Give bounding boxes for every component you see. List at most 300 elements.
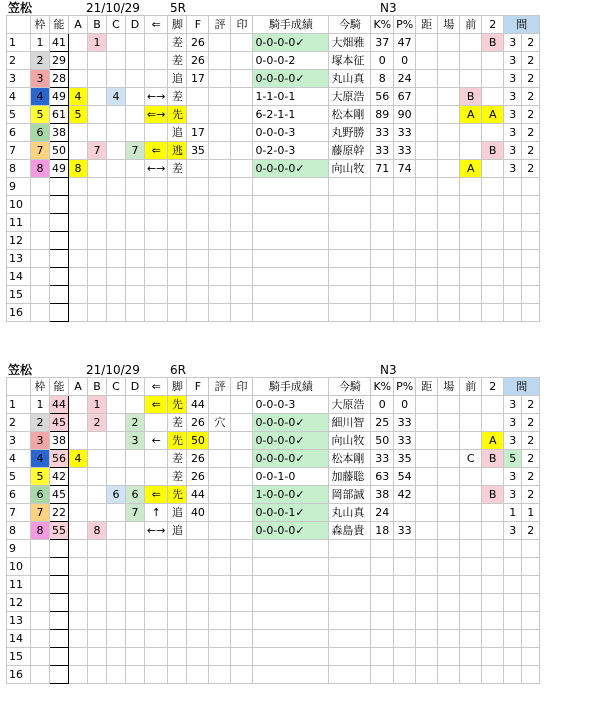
- row-number: 6: [7, 124, 31, 142]
- empty-cell: [416, 304, 438, 322]
- empty-cell: [126, 286, 145, 304]
- cell-two: A: [482, 106, 504, 124]
- empty-cell: [187, 630, 209, 648]
- empty-cell: [126, 178, 145, 196]
- cell-mae: A: [460, 160, 482, 178]
- empty-cell: [209, 612, 231, 630]
- cell-hyo: [209, 160, 231, 178]
- empty-cell: [168, 540, 187, 558]
- empty-cell: [187, 540, 209, 558]
- empty-cell: [69, 630, 88, 648]
- cell-hyo: [209, 52, 231, 70]
- cell-mae: [460, 124, 482, 142]
- cell-mae: [460, 522, 482, 540]
- table-row[interactable]: [7, 468, 540, 486]
- empty-cell: [522, 594, 540, 612]
- table-row[interactable]: [7, 124, 540, 142]
- race-header: [0, 0, 608, 16]
- cell-nou: 29: [50, 52, 69, 70]
- empty-cell: [145, 304, 168, 322]
- empty-cell: [50, 594, 69, 612]
- empty-cell: [107, 558, 126, 576]
- cell-b: [88, 504, 107, 522]
- empty-cell: [107, 304, 126, 322]
- empty-cell: [107, 232, 126, 250]
- empty-cell: [31, 250, 50, 268]
- empty-cell: [107, 250, 126, 268]
- cell-ashi: 逃: [168, 142, 187, 160]
- empty-cell: [253, 250, 329, 268]
- empty-cell: [88, 196, 107, 214]
- cell-rec: 6-2-1-1: [253, 106, 329, 124]
- empty-cell: [231, 232, 253, 250]
- cell-in: [231, 124, 253, 142]
- cell-f: 17: [187, 70, 209, 88]
- venue-title: 笠松: [8, 1, 33, 15]
- empty-cell: [438, 630, 460, 648]
- empty-cell: [253, 196, 329, 214]
- cell-jo: [438, 450, 460, 468]
- cell-nou: 38: [50, 124, 69, 142]
- col-header: B: [88, 378, 107, 396]
- empty-cell: [145, 630, 168, 648]
- cell-jockey: 藤原幹: [329, 142, 371, 160]
- col-header: ⇐: [145, 378, 168, 396]
- col-header: 距: [416, 16, 438, 34]
- cell-c: [107, 468, 126, 486]
- cell-d: [126, 124, 145, 142]
- col-header: F: [187, 378, 209, 396]
- table-row[interactable]: [7, 414, 540, 432]
- cell-two: [482, 52, 504, 70]
- cell-m1: 3: [504, 414, 522, 432]
- empty-cell: [329, 304, 371, 322]
- empty-row: [7, 214, 540, 232]
- cell-ashi: 先: [168, 432, 187, 450]
- cell-in: [231, 522, 253, 540]
- empty-cell: [482, 214, 504, 232]
- empty-cell: [69, 540, 88, 558]
- cell-a: [69, 70, 88, 88]
- cell-nou: 42: [50, 468, 69, 486]
- cell-m2: 2: [522, 414, 540, 432]
- cell-arr: ↑: [145, 504, 168, 522]
- cell-jo: [438, 106, 460, 124]
- row-number: 14: [7, 630, 31, 648]
- empty-cell: [31, 594, 50, 612]
- cell-p: 33: [394, 522, 416, 540]
- venue-title: 笠松: [8, 363, 33, 377]
- empty-cell: [145, 648, 168, 666]
- cell-mae: [460, 432, 482, 450]
- empty-cell: [329, 286, 371, 304]
- cell-mae: [460, 396, 482, 414]
- row-number: 15: [7, 648, 31, 666]
- empty-cell: [69, 196, 88, 214]
- empty-cell: [253, 576, 329, 594]
- empty-cell: [329, 250, 371, 268]
- cell-mae: [460, 414, 482, 432]
- empty-cell: [438, 178, 460, 196]
- cell-jo: [438, 432, 460, 450]
- col-header: 前: [460, 378, 482, 396]
- empty-cell: [482, 612, 504, 630]
- col-header: 今騎: [329, 378, 371, 396]
- empty-cell: [460, 558, 482, 576]
- empty-cell: [460, 576, 482, 594]
- cell-f: 26: [187, 52, 209, 70]
- empty-cell: [394, 232, 416, 250]
- cell-ashi: 差: [168, 450, 187, 468]
- empty-cell: [168, 304, 187, 322]
- empty-cell: [187, 558, 209, 576]
- empty-cell: [31, 612, 50, 630]
- table-row[interactable]: [7, 34, 540, 52]
- empty-cell: [209, 214, 231, 232]
- empty-cell: [394, 594, 416, 612]
- row-number: 10: [7, 558, 31, 576]
- empty-cell: [522, 612, 540, 630]
- empty-cell: [394, 540, 416, 558]
- empty-cell: [126, 558, 145, 576]
- table-row[interactable]: [7, 486, 540, 504]
- empty-cell: [31, 196, 50, 214]
- col-header: 評: [209, 378, 231, 396]
- cell-m2: 2: [522, 52, 540, 70]
- col-header: 今騎: [329, 16, 371, 34]
- cell-rec: 0-0-0-0✓: [253, 70, 329, 88]
- row-number: 5: [7, 106, 31, 124]
- empty-cell: [187, 304, 209, 322]
- empty-cell: [231, 576, 253, 594]
- cell-in: [231, 160, 253, 178]
- cell-c: [107, 504, 126, 522]
- col-header: 能: [50, 378, 69, 396]
- cell-c: 6: [107, 486, 126, 504]
- cell-c: [107, 34, 126, 52]
- race-date: 21/10/29: [86, 363, 140, 377]
- empty-cell: [371, 232, 394, 250]
- cell-b: 1: [88, 396, 107, 414]
- table-row[interactable]: [7, 450, 540, 468]
- table-row[interactable]: [7, 106, 540, 124]
- empty-cell: [438, 576, 460, 594]
- cell-ashi: 追: [168, 504, 187, 522]
- cell-waku: 6: [31, 124, 50, 142]
- empty-cell: [504, 196, 522, 214]
- cell-p: 54: [394, 468, 416, 486]
- empty-cell: [482, 558, 504, 576]
- empty-cell: [107, 612, 126, 630]
- empty-cell: [31, 576, 50, 594]
- cell-b: [88, 88, 107, 106]
- empty-cell: [394, 196, 416, 214]
- table-row[interactable]: [7, 142, 540, 160]
- cell-two: [482, 468, 504, 486]
- empty-cell: [253, 630, 329, 648]
- cell-arr: [145, 450, 168, 468]
- cell-in: [231, 450, 253, 468]
- empty-cell: [329, 612, 371, 630]
- cell-rec: 0-0-0-3: [253, 396, 329, 414]
- cell-dist: [416, 142, 438, 160]
- row-number: 16: [7, 666, 31, 684]
- empty-cell: [145, 250, 168, 268]
- empty-cell: [482, 594, 504, 612]
- empty-cell: [416, 232, 438, 250]
- table-row[interactable]: [7, 52, 540, 70]
- empty-cell: [126, 576, 145, 594]
- empty-cell: [88, 558, 107, 576]
- cell-mae: C: [460, 450, 482, 468]
- table-row[interactable]: [7, 70, 540, 88]
- empty-cell: [88, 612, 107, 630]
- cell-two: [482, 504, 504, 522]
- empty-cell: [231, 178, 253, 196]
- cell-a: [69, 414, 88, 432]
- empty-cell: [209, 196, 231, 214]
- empty-cell: [231, 612, 253, 630]
- table-row[interactable]: [7, 88, 540, 106]
- col-header: A: [69, 16, 88, 34]
- empty-cell: [168, 594, 187, 612]
- table-row[interactable]: [7, 396, 540, 414]
- table-row[interactable]: [7, 522, 540, 540]
- cell-jockey: 塚本征: [329, 52, 371, 70]
- empty-cell: [371, 540, 394, 558]
- empty-cell: [371, 250, 394, 268]
- header-row: [7, 16, 540, 34]
- race-header: [0, 362, 608, 378]
- empty-cell: [50, 232, 69, 250]
- cell-arr: ←→: [145, 160, 168, 178]
- cell-rec: 0-0-0-0✓: [253, 432, 329, 450]
- col-header: 場: [438, 16, 460, 34]
- cell-jockey: 向山牧: [329, 432, 371, 450]
- cell-c: [107, 52, 126, 70]
- empty-cell: [126, 250, 145, 268]
- cell-rec: 0-0-0-2: [253, 52, 329, 70]
- empty-cell: [416, 214, 438, 232]
- empty-cell: [231, 268, 253, 286]
- empty-cell: [145, 196, 168, 214]
- empty-cell: [438, 612, 460, 630]
- col-header: 印: [231, 378, 253, 396]
- empty-cell: [522, 286, 540, 304]
- cell-a: 4: [69, 450, 88, 468]
- col-header: 能: [50, 16, 69, 34]
- cell-c: 4: [107, 88, 126, 106]
- empty-cell: [145, 232, 168, 250]
- empty-cell: [69, 232, 88, 250]
- cell-rec: 0-0-0-0✓: [253, 450, 329, 468]
- cell-p: 74: [394, 160, 416, 178]
- empty-cell: [329, 558, 371, 576]
- empty-cell: [394, 558, 416, 576]
- cell-in: [231, 468, 253, 486]
- cell-jo: [438, 34, 460, 52]
- empty-cell: [438, 286, 460, 304]
- cell-dist: [416, 88, 438, 106]
- empty-cell: [145, 576, 168, 594]
- empty-cell: [504, 286, 522, 304]
- cell-k: 63: [371, 468, 394, 486]
- empty-cell: [69, 250, 88, 268]
- empty-cell: [371, 286, 394, 304]
- cell-a: [69, 34, 88, 52]
- empty-cell: [145, 612, 168, 630]
- cell-nou: 49: [50, 160, 69, 178]
- cell-b: [88, 70, 107, 88]
- empty-cell: [438, 214, 460, 232]
- empty-cell: [394, 630, 416, 648]
- cell-k: 37: [371, 34, 394, 52]
- empty-row: [7, 286, 540, 304]
- empty-cell: [460, 268, 482, 286]
- cell-ashi: 差: [168, 160, 187, 178]
- cell-b: [88, 468, 107, 486]
- cell-jo: [438, 396, 460, 414]
- empty-cell: [329, 178, 371, 196]
- cell-c: [107, 142, 126, 160]
- empty-cell: [522, 540, 540, 558]
- cell-dist: [416, 450, 438, 468]
- empty-cell: [416, 630, 438, 648]
- empty-cell: [107, 196, 126, 214]
- empty-cell: [482, 178, 504, 196]
- cell-c: [107, 450, 126, 468]
- empty-cell: [460, 214, 482, 232]
- row-number: 7: [7, 504, 31, 522]
- empty-cell: [460, 286, 482, 304]
- empty-cell: [460, 612, 482, 630]
- empty-cell: [253, 286, 329, 304]
- row-number: 14: [7, 268, 31, 286]
- cell-waku: 7: [31, 142, 50, 160]
- header-row: [7, 378, 540, 396]
- table-row[interactable]: [7, 432, 540, 450]
- empty-cell: [460, 540, 482, 558]
- cell-dist: [416, 52, 438, 70]
- col-header: 印: [231, 16, 253, 34]
- cell-hyo: [209, 486, 231, 504]
- col-header: 騎手成績: [253, 16, 329, 34]
- empty-cell: [438, 558, 460, 576]
- empty-cell: [50, 178, 69, 196]
- empty-cell: [371, 268, 394, 286]
- cell-waku: 3: [31, 432, 50, 450]
- table-row[interactable]: [7, 504, 540, 522]
- cell-m1: 3: [504, 52, 522, 70]
- empty-row: [7, 250, 540, 268]
- cell-m2: 2: [522, 34, 540, 52]
- empty-cell: [482, 286, 504, 304]
- empty-cell: [329, 268, 371, 286]
- col-header: 2: [482, 16, 504, 34]
- empty-cell: [126, 630, 145, 648]
- cell-hyo: [209, 396, 231, 414]
- empty-cell: [371, 196, 394, 214]
- empty-cell: [329, 540, 371, 558]
- cell-b: [88, 106, 107, 124]
- cell-f: [187, 106, 209, 124]
- row-number: 15: [7, 286, 31, 304]
- empty-cell: [460, 178, 482, 196]
- cell-hyo: 穴: [209, 414, 231, 432]
- cell-dist: [416, 34, 438, 52]
- col-header: ⇐: [145, 16, 168, 34]
- empty-cell: [209, 576, 231, 594]
- cell-p: 33: [394, 142, 416, 160]
- empty-cell: [187, 612, 209, 630]
- cell-a: [69, 522, 88, 540]
- empty-cell: [31, 648, 50, 666]
- empty-cell: [31, 214, 50, 232]
- empty-cell: [522, 666, 540, 684]
- cell-a: 8: [69, 160, 88, 178]
- empty-cell: [209, 630, 231, 648]
- cell-hyo: [209, 142, 231, 160]
- cell-a: 5: [69, 106, 88, 124]
- empty-cell: [88, 666, 107, 684]
- empty-cell: [253, 594, 329, 612]
- cell-ashi: 差: [168, 52, 187, 70]
- empty-cell: [438, 196, 460, 214]
- cell-waku: 1: [31, 396, 50, 414]
- cell-arr: ⇐: [145, 396, 168, 414]
- col-header: 場: [438, 378, 460, 396]
- cell-hyo: [209, 106, 231, 124]
- empty-cell: [209, 286, 231, 304]
- cell-nou: 49: [50, 88, 69, 106]
- cell-k: 33: [371, 124, 394, 142]
- empty-cell: [522, 178, 540, 196]
- row-number: 5: [7, 468, 31, 486]
- empty-cell: [88, 594, 107, 612]
- cell-hyo: [209, 450, 231, 468]
- empty-cell: [187, 196, 209, 214]
- empty-cell: [416, 576, 438, 594]
- cell-in: [231, 142, 253, 160]
- corner-cell: [7, 378, 31, 396]
- empty-cell: [69, 594, 88, 612]
- empty-cell: [416, 268, 438, 286]
- cell-nou: 38: [50, 432, 69, 450]
- empty-cell: [168, 630, 187, 648]
- cell-d: [126, 70, 145, 88]
- cell-m1: 3: [504, 70, 522, 88]
- empty-cell: [187, 286, 209, 304]
- empty-cell: [107, 594, 126, 612]
- row-number: 10: [7, 196, 31, 214]
- empty-cell: [50, 214, 69, 232]
- empty-cell: [168, 612, 187, 630]
- empty-cell: [371, 576, 394, 594]
- empty-cell: [522, 214, 540, 232]
- cell-jo: [438, 486, 460, 504]
- empty-cell: [416, 558, 438, 576]
- cell-p: 35: [394, 450, 416, 468]
- cell-rec: 0-0-0-1✓: [253, 504, 329, 522]
- cell-hyo: [209, 522, 231, 540]
- cell-c: [107, 124, 126, 142]
- cell-nou: 50: [50, 142, 69, 160]
- table-row[interactable]: [7, 160, 540, 178]
- race-grid: [6, 15, 540, 322]
- empty-cell: [187, 214, 209, 232]
- cell-m1: 3: [504, 34, 522, 52]
- empty-cell: [482, 250, 504, 268]
